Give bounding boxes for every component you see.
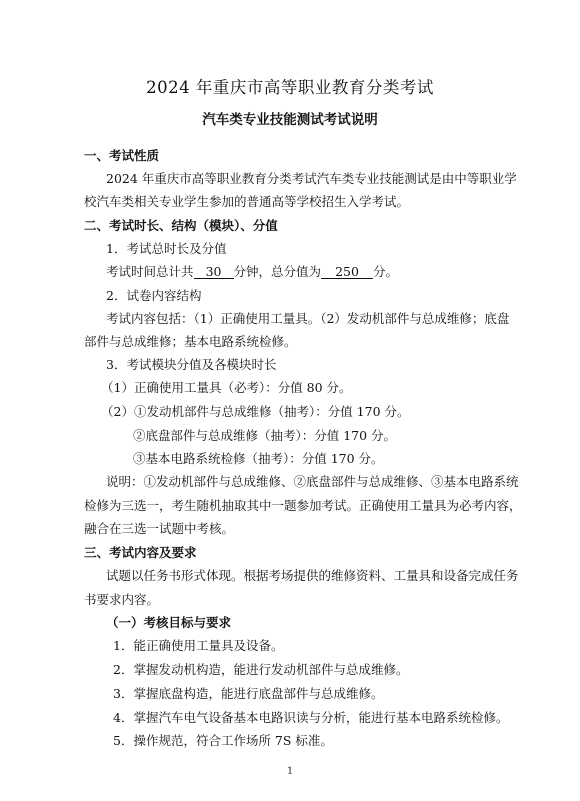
section-2-heading: 二、考试时长、结构（模块）、分值 [84,218,278,233]
module-line-3: ②底盘部件与总成维修（抽考）：分值 170 分。 [133,428,397,443]
total-score-value: 250 [321,265,373,279]
exam-time-value: 30 [194,265,234,279]
goal-item: 5．操作规范，符合工作场所 7S 标准。 [113,733,333,748]
goal-item: 4．掌握汽车电气设备基本电路识读与分析，能进行基本电路系统检修。 [113,710,509,725]
exam-time-line [106,264,398,280]
section-1-para-line-1: 2024 年重庆市高等职业教育分类考试汽车类专业技能测试是由中等职业学 [106,171,517,186]
goal-item: 1．能正确使用工量具及设备。 [113,638,284,653]
section-2-item-1: 1．考试总时长及分值 [106,241,227,256]
section-2-item-2: 2．试卷内容结构 [106,288,202,303]
section-1-para-line-2: 校汽车类相关专业学生参加的普通高等学校招生入学考试。 [84,194,410,209]
section-1-heading: 一、考试性质 [84,148,160,163]
page-subtitle: 汽车类专业技能测试考试说明 [202,112,378,128]
exam-time-suffix: 分。 [373,264,399,279]
section-3-sub-heading: （一）考核目标与要求 [106,615,232,630]
content-line-1: 考试内容包括：（1）正确使用工量具。（2）发动机部件与总成维修；底盘 [106,311,510,326]
section-2-item-3: 3．考试模块分值及各模块时长 [106,357,277,372]
module-line-1: （1）正确使用工量具（必考）：分值 80 分。 [101,380,352,395]
exam-time-mid: 分钟，总分值为 [233,264,322,279]
section-3-para-line-1: 试题以任务书形式体现。根据考场提供的维修资料、工量具和设备完成任务 [106,568,519,583]
note-line-3: 融合在三选一试题中考核。 [84,521,235,536]
module-line-2: （2）①发动机部件与总成维修（抽考）：分值 170 分。 [101,404,410,419]
goal-item: 3．掌握底盘构造，能进行底盘部件与总成维修。 [113,686,384,701]
section-3-para-line-2: 书要求内容。 [84,592,160,607]
page-title: 2024 年重庆市高等职业教育分类考试 [146,78,434,97]
note-line-2: 检修为三选一，考生随机抽取其中一题参加考试。正确使用工量具为必考内容， [84,498,522,513]
section-3-heading: 三、考试内容及要求 [84,545,197,560]
exam-time-prefix: 考试时间总计共 [106,264,194,279]
module-line-4: ③基本电路系统检修（抽考）：分值 170 分。 [133,451,384,466]
note-line-1: 说明：①发动机部件与总成维修、②底盘部件与总成维修、③基本电路系统 [106,474,519,489]
content-line-2: 部件与总成维修；基本电路系统检修。 [84,334,297,349]
goal-item: 2．掌握发动机构造，能进行发动机部件与总成维修。 [113,662,409,677]
page-number: 1 [286,766,294,777]
